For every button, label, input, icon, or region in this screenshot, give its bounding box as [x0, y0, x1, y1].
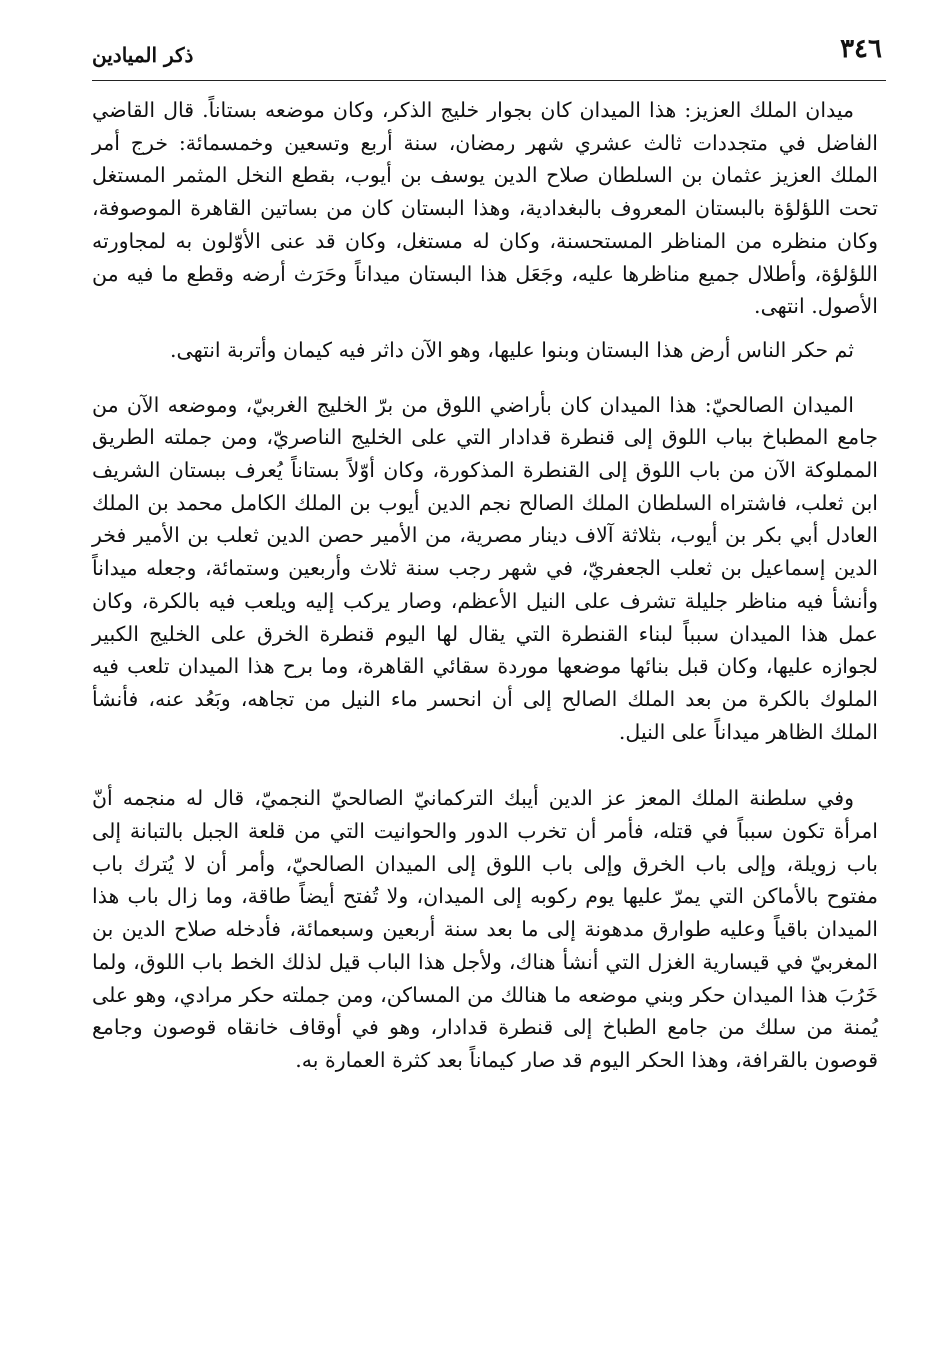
- header-divider: [92, 80, 886, 81]
- body-text: [92, 94, 878, 1077]
- paragraph-maydan-al-aziz: ميدان الملك العزيز: هذا الميدان كان بجوار خليج الذكر، وكان موضعه بستاناً. قال القاضي الفاضل في متجددات ثالث عشري شهر رمضان، سنة أربع وتسعين وخمسمائة: خرج أمر الملك العزيز عثمان بن السلطان صلاح الدين يوسف بن أيوب، بقطع النخل المثمر المستغل تحت اللؤلؤة بالبستان المعروف بالبغدادية، وهذا البستان كان من بساتين القاهرة الموصوفة، وكان منظره من المناظر المستحسنة، وكان له مستغل، وكان قد عنى الأوّلون به لمجاورته اللؤلؤة، وأطلال جميع مناظرها عليه، وجَعَل هذا البستان ميداناً وحَرَث أرضه وقطع ما فيه من الأصول. انتهى.: [92, 98, 878, 319]
- page-number: ٣٤٦: [840, 34, 882, 64]
- paragraph-maydan-al-salihi: الميدان الصالحيّ: هذا الميدان كان بأراضي اللوق من برّ الخليج الغربيّ، وموضعه الآن من جامع المطباخ بباب اللوق إلى قنطرة قدادار التي على الخليج الناصريّ، ومن جملته الطريق المملوكة الآن من باب اللوق إلى القنطرة المذكورة، وكان أوّلاً بستاناً يُعرف ببستان الشريف ابن ثعلب، فاشتراه السلطان الملك الصالح نجم الدين أيوب بن الملك الكامل محمد بن الملك العادل أبي بكر بن أيوب، بثلاثة آلاف دينار مصرية، من الأمير حصن الدين ثعلب بن الأمير فخر الدين إسماعيل بن ثعلب الجعفريّ، في شهر رجب سنة ثلاث وأربعين وستمائة، وجعله ميداناً وأنشأ فيه مناظر جليلة تشرف على النيل الأعظم، وصار يركب إليه ويلعب فيه بالكرة، وكان عمل هذا الميدان سبباً لبناء القنطرة التي يقال لها اليوم قنطرة الخرق على الخليج الكبير لجوازه عليها، وكان قبل بنائها موضعها موردة سقائي القاهرة، وما برح هذا الميدان تلعب فيه الملوك بالكرة من بعد الملك الصالح إلى أن انحسر ماء النيل من تجاهه، وبَعُد عنه، فأنشأ الملك الظاهر ميداناً على النيل.: [92, 392, 878, 744]
- paragraph-sultanate-al-muizz: وفي سلطنة الملك المعز عز الدين أيبك التركمانيّ الصالحيّ النجميّ، قال له منجمه أنّ امرأة تكون سبباً في قتله، فأمر أن تخرب الدور والحوانيت التي من قلعة الجبل بالتبانة إلى باب زويلة، وإلى باب الخرق وإلى باب اللوق إلى الميدان الصالحيّ، وأمر أن لا يُترك باب مفتوح بالأماكن التي يمرّ عليها يوم ركوبه إلى الميدان، ولا تُفتح أيضاً طاقة، وما زال باب هذا الميدان باقياً وعليه طوارق مدهونة إلى ما بعد سنة أربعين وسبعمائة، فأدخله صلاح الدين بن المغربيّ في قيسارية الغزل التي أنشأ هناك، ولأجل هذا الباب قيل لذلك الخط باب اللوق، ولما خَرُبَ هذا الميدان حكر وبني موضعه ما هنالك من المساكن، ومن جملته حكر مرادي، وهو على يُمنة من سلك من جامع الطباخ إلى قنطرة قدادار، وهو في أوقاف خانقاه قوصون وجامع قوصون بالقرافة، وهذا الحكر اليوم قد صار كيماناً بعد كثرة العمارة به.: [92, 786, 878, 1072]
- paragraph-hakr-note: ثم حكر الناس أرض هذا البستان وبنوا عليها، وهو الآن داثر فيه كيمان وأتربة انتهى.: [169, 337, 854, 362]
- running-head: ذكر الميادين: [92, 43, 194, 67]
- page-header: [92, 32, 882, 80]
